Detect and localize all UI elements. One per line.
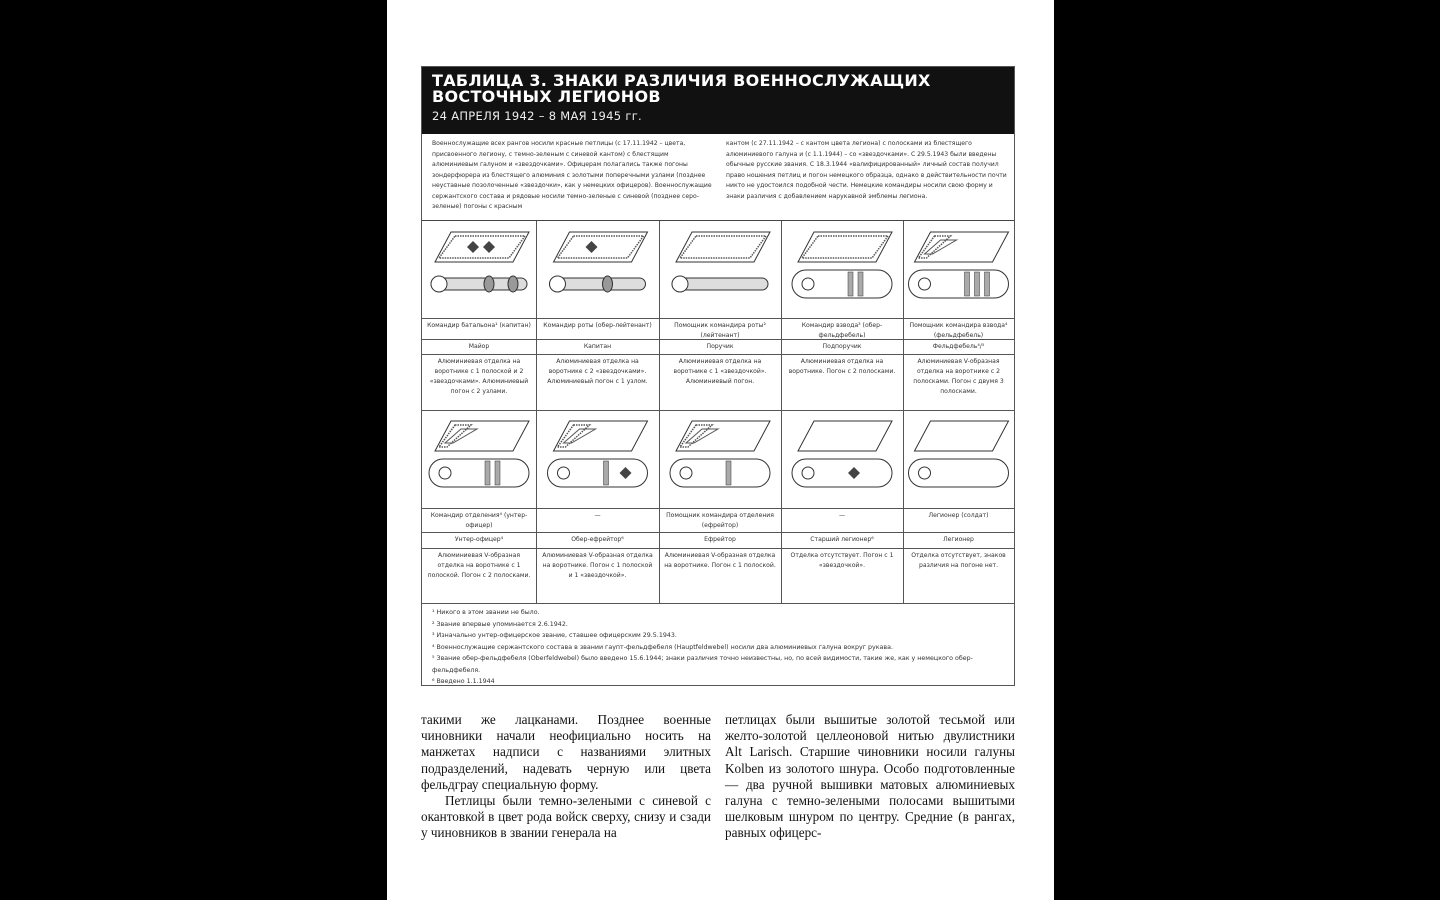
collar-tab xyxy=(798,421,892,451)
cell-description: Алюминиевая отделка на воротнике с 1 «звездочкой». Алюминиевый погон. xyxy=(673,358,767,385)
insignia-illustration xyxy=(903,222,1014,317)
insignia-grid xyxy=(422,220,1014,603)
insignia-table xyxy=(421,66,1015,686)
cell-rank: Майор xyxy=(468,343,490,350)
body-paragraph: такими же лацканами. Позднее военные чиновники начали неофициально носить на манжетах надписи с названиями элитных подразделений, надевать черную или цвета фельдграу специальную форму. xyxy=(421,712,711,792)
insignia-illustration xyxy=(422,222,536,317)
strap-stripe xyxy=(975,272,980,296)
cell-rank: Капитан xyxy=(583,343,612,350)
cell-description: Отделка отсутствует, знаков различия на погоне нет. xyxy=(911,552,1006,569)
collar-tab xyxy=(554,232,648,262)
strap-stripe xyxy=(495,461,500,485)
button xyxy=(802,278,814,290)
cell-rank: Старший легионер⁶ xyxy=(810,536,874,543)
grid-line xyxy=(422,508,1014,509)
body-paragraph: петлицах были вышитые золотой тесьмой или желто-золотой целлеоновой нитью двулистники Alt Larisch. Старшие чиновники носили галуны Kolben из золотого шнура. Особо подготовленные — два ручной вышивки матовых алюминиевых галуна с темно-зелеными полосами вышитыми шелковым шнуром по центру. Средние (в рангах, равных офицерс- xyxy=(725,712,1015,841)
button xyxy=(680,467,692,479)
button xyxy=(802,467,814,479)
table-subtitle: 24 АПРЕЛЯ 1942 – 8 МАЯ 1945 гг. xyxy=(432,109,642,123)
document-page xyxy=(387,0,1054,900)
button xyxy=(672,276,688,292)
grid-line xyxy=(422,354,1014,355)
cell-rank: Обер-ефрейтор⁶ xyxy=(571,536,624,543)
footnote: ² Звание впервые упоминается 2.6.1942. xyxy=(432,620,568,628)
collar-tab xyxy=(798,232,892,262)
strap-knot xyxy=(484,276,494,292)
footnote: ¹ Никого в этом звании не было. xyxy=(432,609,540,616)
grid-line xyxy=(422,548,1014,549)
strap-stripe xyxy=(604,461,609,485)
intro-right: кантом (с 27.11.1942 – с кантом цвета легиона) с полосками из блестящего алюминиевого галуна и (с 1.1.1944) – со «звездочками». С 29.5.1943 были введены обычные русские звания. С 18.3.1944 «валифицированный» личный состав получил право ношения петлиц и погон немецкого образца, однако в действительности почти никто не удостоился подобной чести. Немецкие командиры носили свою форму и знаки различия с добавлением нарукавной эмблемы легиона. xyxy=(726,140,1007,200)
strap-stripe xyxy=(485,461,490,485)
strap-stripe xyxy=(985,272,990,296)
table-header xyxy=(422,67,1014,134)
button xyxy=(550,276,566,292)
insignia-illustration xyxy=(903,411,1014,506)
footnotes xyxy=(432,607,1010,688)
strap-stripe xyxy=(858,272,863,296)
footnote: ⁴ Военнослужащие сержантского состава в звании гаупт-фельдфебеля (Hauptfeldwebel) носили два алюминиевых галуна вокруг рукава. xyxy=(432,643,893,651)
cell-position: Помощник командира отделения (ефрейтор) xyxy=(666,512,774,529)
cell-position: Помощник командира взвода⁴ (фельдфебель) xyxy=(909,322,1008,339)
intro-left: Военнослужащие всех рангов носили красные петлицы (с 17.11.1942 – цвета, присвоенного легиону, с темно-зеленым с синевой кантом) с блестящим алюминиевым галуном и «звездочками». Офицерам полагались также погоны зондерфюрера из блестящего алюминия с золотыми поперечными узлами (позднее неуставные позолоченные «звездочки», как у немецких офицеров). Военнослужащие сержантского состава и рядовые носили темно-зеленые с синевой (позднее серо-зеленые) погоны с красным xyxy=(432,140,712,210)
collar-tab xyxy=(915,232,1009,262)
cell-rank: Унтер-офицер⁴ xyxy=(454,536,504,543)
cell-position: — xyxy=(594,512,601,519)
cell-rank: Фельдфебель⁴/⁵ xyxy=(932,343,985,350)
grid-line xyxy=(422,603,1014,604)
footnote: ⁶ Введено 1.1.1944 xyxy=(432,678,495,685)
cell-description: Алюминиевая отделка на воротнике с 1 полоской и 2 «звездочками». Алюминиевый погон с 2 узлами. xyxy=(429,358,529,395)
collar-tab xyxy=(435,232,529,262)
footnote: ⁵ Звание обер-фельдфебеля (Oberfeldwebel) было введено 15.6.1944; знаки различия точно неизвестны, но, по всей видимости, такие же, как у немецкого обер-фельдфебеля. xyxy=(432,655,973,674)
cell-position: Командир отделения⁴ (унтер-офицер) xyxy=(430,512,528,529)
body-column-right xyxy=(725,712,1015,842)
insignia-illustration xyxy=(659,222,781,317)
cell-rank: Подпоручик xyxy=(822,343,862,350)
cell-description: Алюминиевая отделка на воротнике. Погон с 2 полосками. xyxy=(788,358,896,375)
cell-description: Отделка отсутствует. Погон с 1 «звездочкой». xyxy=(790,552,894,569)
button xyxy=(431,276,447,292)
cell-rank: Ефрейтор xyxy=(704,536,736,543)
cell-description: Алюминиевая отделка на воротнике с 2 «звездочками». Алюминиевый погон с 1 узлом. xyxy=(547,358,648,385)
strap-stripe xyxy=(726,461,731,485)
table-title: ТАБЛИЦА 3. ЗНАКИ РАЗЛИЧИЯ ВОЕННОСЛУЖАЩИХ ВОСТОЧНЫХ ЛЕГИОНОВ xyxy=(432,71,931,106)
insignia-illustration xyxy=(422,411,536,506)
button xyxy=(919,467,931,479)
body-paragraph: Петлицы были темно-зелеными с синевой с окантовкой в цвет рода войск сверху, снизу и сзади у чиновников в звании генерала на xyxy=(421,793,711,841)
strap-knot xyxy=(603,276,613,292)
collar-tab xyxy=(915,421,1009,451)
insignia-illustration xyxy=(659,411,781,506)
insignia-illustration xyxy=(781,222,903,317)
cell-position: Легионер (солдат) xyxy=(928,512,989,519)
strap-stripe xyxy=(848,272,853,296)
cell-description: Алюминиевая V-образная отделка на воротнике с 1 полоской. Погон с 2 полосками. xyxy=(427,552,531,579)
grid-line xyxy=(422,532,1014,533)
strap-stripe xyxy=(965,272,970,296)
cell-position: Командир роты (обер-лейтенант) xyxy=(543,322,652,329)
collar-tab xyxy=(435,421,529,451)
cell-position: Командир взвода³ (обер-фельдфебель) xyxy=(801,322,883,339)
cell-description: Алюминиевая V-образная отделка на воротнике. Погон с 1 полоской и 1 «звездочкой». xyxy=(542,552,653,579)
collar-tab xyxy=(676,421,770,451)
collar-tab xyxy=(554,421,648,451)
button xyxy=(919,278,931,290)
insignia-illustration xyxy=(536,411,659,506)
grid-line xyxy=(422,318,1014,319)
cell-description: Алюминиевая V-образная отделка на воротнике. Погон с 1 полоской. xyxy=(664,552,776,569)
cell-position: Командир батальона¹ (капитан) xyxy=(427,322,531,329)
insignia-illustration xyxy=(536,222,659,317)
cell-position: — xyxy=(838,512,846,519)
footnote: ³ Изначально унтер-офицерское звание, ставшее офицерским 29.5.1943. xyxy=(432,632,677,639)
button xyxy=(439,467,451,479)
button xyxy=(558,467,570,479)
strap-knot xyxy=(508,276,518,292)
insignia-illustration xyxy=(781,411,903,506)
body-column-left xyxy=(421,712,711,842)
cell-rank: Легионер xyxy=(943,536,974,543)
collar-tab xyxy=(676,232,770,262)
cell-position: Помощник командира роты² (лейтенант) xyxy=(674,322,766,339)
cell-rank: Поручик xyxy=(706,343,734,350)
cell-description: Алюминиевая V-образная отделка на воротнике с 2 полосками. Погон с двумя 3 полосками. xyxy=(913,358,1004,395)
